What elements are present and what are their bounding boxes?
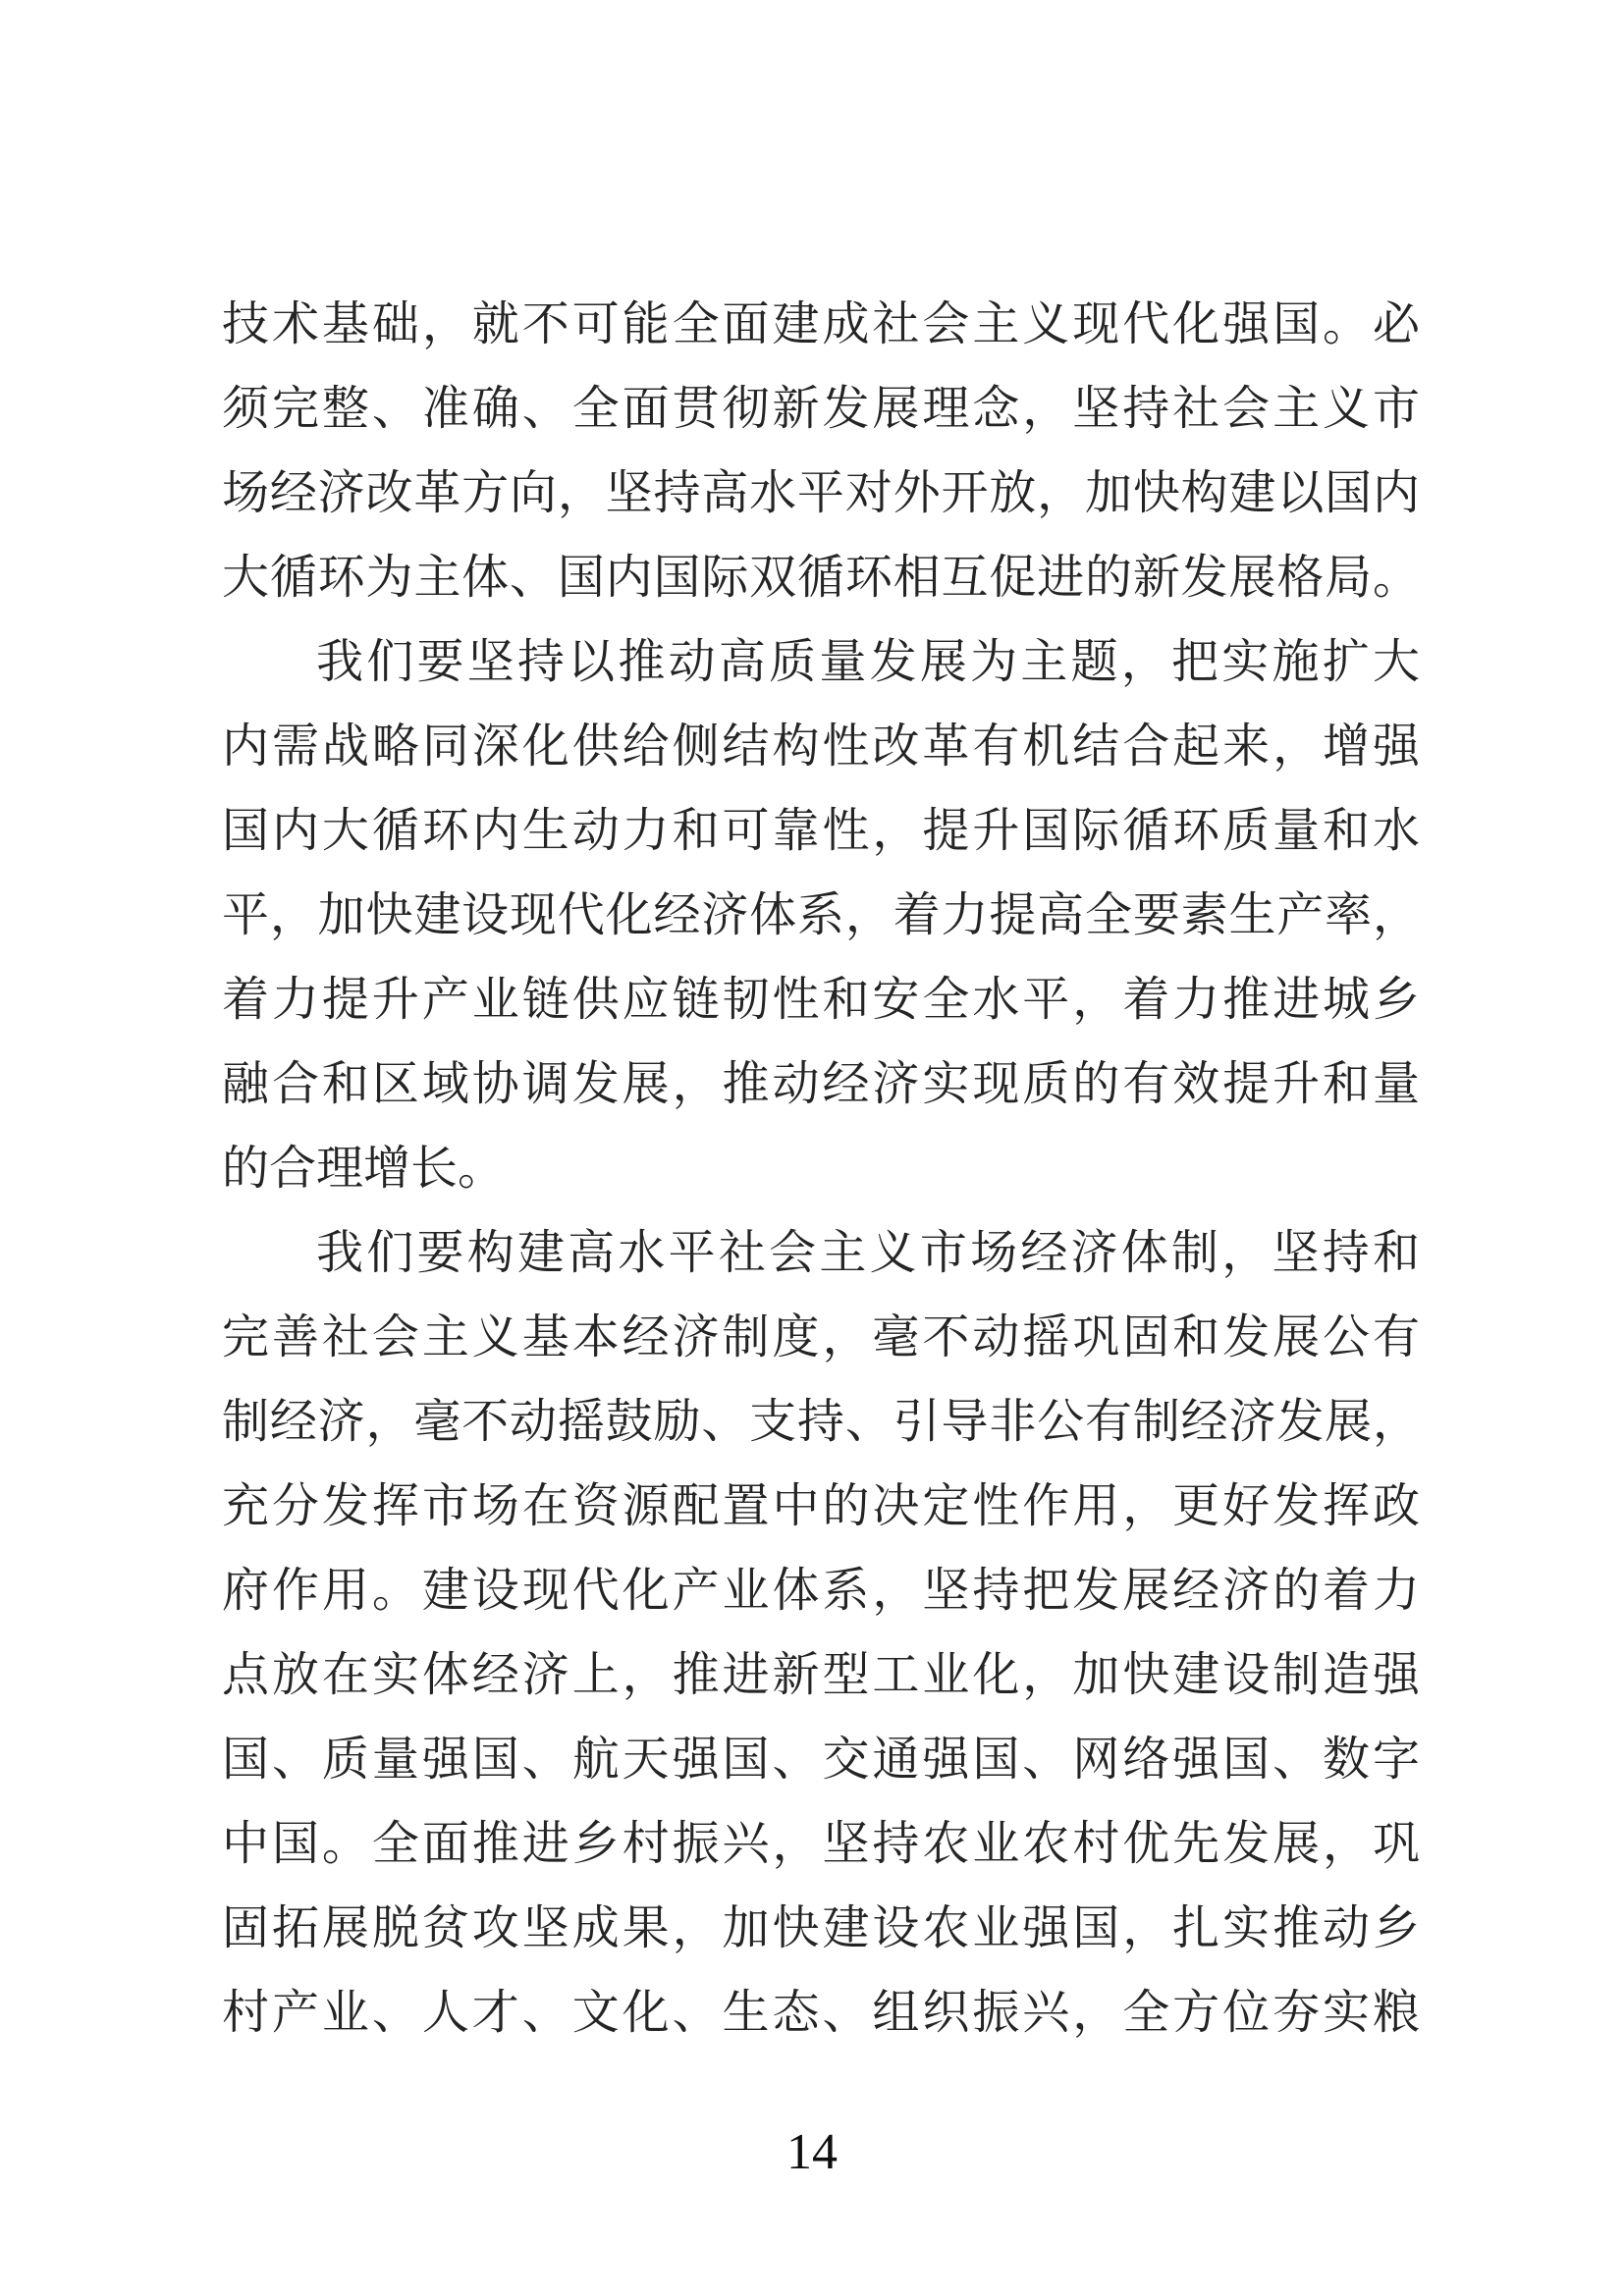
text-line: 完善社会主义基本经济制度，毫不动摇巩固和发展公有 — [222, 1311, 1420, 1363]
text-line: 固拓展脱贫攻坚成果，加快建设农业强国，扎实推动乡 — [222, 1902, 1420, 1954]
text-line: 我们要坚持以推动高质量发展为主题，把实施扩大 — [316, 636, 1420, 688]
page-number: 14 — [786, 2124, 838, 2180]
text-line: 须完整、准确、全面贯彻新发展理念，坚持社会主义市 — [222, 383, 1420, 435]
text-line: 平，加快建设现代化经济体系，着力提高全要素生产率， — [222, 889, 1420, 941]
text-line: 中国。全面推进乡村振兴，坚持农业农村优先发展，巩 — [222, 1818, 1420, 1870]
text-line: 的合理增长。 — [222, 1143, 506, 1195]
body-text — [222, 283, 1420, 2056]
text-line: 着力提升产业链供应链韧性和安全水平，着力推进城乡 — [222, 974, 1420, 1026]
text-line: 我们要构建高水平社会主义市场经济体制，坚持和 — [316, 1227, 1420, 1279]
text-line: 国、质量强国、航天强国、交通强国、网络强国、数字 — [222, 1734, 1420, 1786]
text-line: 场经济改革方向，坚持高水平对外开放，加快构建以国内 — [222, 467, 1420, 519]
text-line: 技术基础，就不可能全面建成社会主义现代化强国。必 — [222, 298, 1420, 350]
text-line: 国内大循环内生动力和可靠性，提升国际循环质量和水 — [222, 805, 1420, 857]
text-line: 府作用。建设现代化产业体系，坚持把发展经济的着力 — [222, 1565, 1420, 1617]
text-line: 村产业、人才、文化、生态、组织振兴，全方位夯实粮 — [222, 1987, 1420, 2039]
text-line: 大循环为主体、国内国际双循环相互促进的新发展格局。 — [222, 552, 1420, 604]
text-line: 充分发挥市场在资源配置中的决定性作用，更好发挥政 — [222, 1480, 1420, 1532]
text-line: 内需战略同深化供给侧结构性改革有机结合起来，增强 — [222, 721, 1420, 773]
text-line: 融合和区域协调发展，推动经济实现质的有效提升和量 — [222, 1058, 1420, 1110]
text-line: 点放在实体经济上，推进新型工业化，加快建设制造强 — [222, 1649, 1420, 1701]
text-line: 制经济，毫不动摇鼓励、支持、引导非公有制经济发展， — [222, 1396, 1420, 1448]
